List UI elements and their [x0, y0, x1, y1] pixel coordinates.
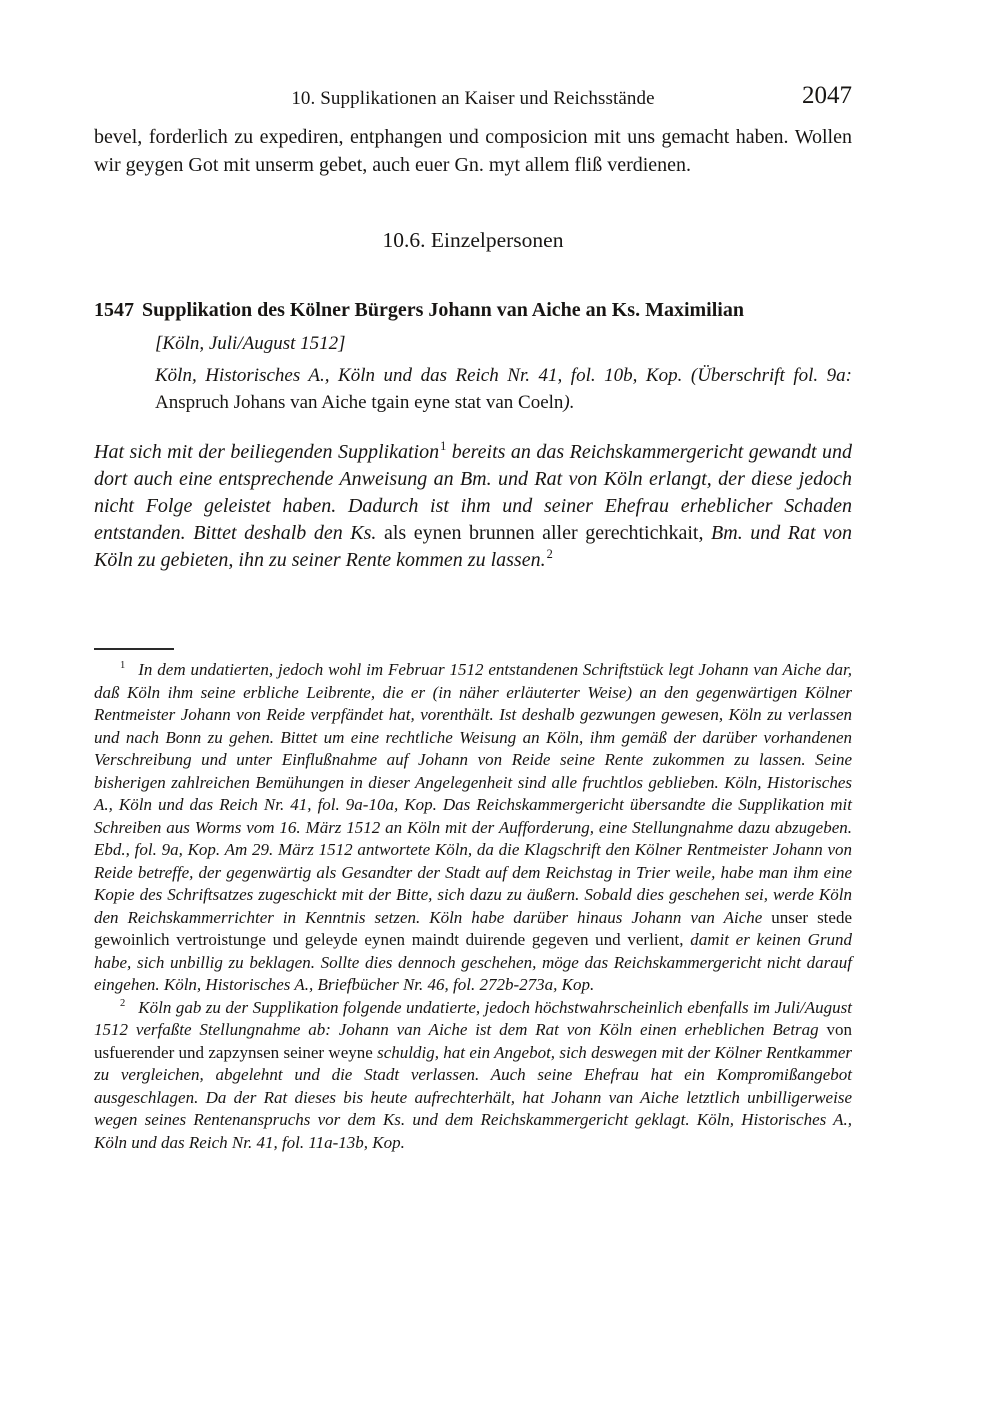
page-number: 2047 — [802, 82, 852, 109]
footnote-separator-rule — [94, 648, 174, 650]
footnote-2: $^2$ Köln gab zu der Supplikation folgende undatierte, jedoch höchstwahrscheinlich ebenfalls im Juli/August 1512 verfaßte Stellungnahme ab: Johann van Aiche ist dem Rat von Köln einen erheblichen Betrag von usfuerender und zapzynsen seiner weyne schuldig, hat ein Angebot, sich deswegen mit der Kölner Rentkammer zu vergleichen, abgelehnt und die Stadt verlassen. Auch seine Ehefrau hat ein Kompromißangebot ausgeschlagen. Da der Rat dieses bis heute aufrechterhält, hat Johann van Aiche letztlich unbilligerweise wegen seines Rentenanspruchs vor dem Ks. und dem Reichskammergericht geklagt. Köln, Historisches A., Köln und das Reich Nr. 41, fol. 11a-13b, Kop. — [94, 997, 852, 1152]
entry-heading — [94, 297, 852, 323]
running-header-title: 10. Supplikationen an Kaiser und Reichsstände — [291, 88, 655, 109]
entry-title: Supplikation des Kölner Bürgers Johann van Aiche an Ks. Maximilian — [142, 299, 744, 321]
footnote-1: $^1$ In dem undatierten, jedoch wohl im Februar 1512 entstandenen Schriftstück legt Johann van Aiche dar, daß Köln ihm seine erbliche Leibrente, die er (in näher erläuterter Weise) an den gegenwärtigen Kölner Rentmeister Johann von Reide verpfändet hat, vorenthält. Ist deshalb gezwungen gewesen, Köln zu verlassen und nach Bonn zu gehen. Bittet um eine rechtliche Weisung an Köln, ihm gemäß der darüber vorhandenen Verschreibung und unter Einflußnahme auf Johann von Reide seine Rente zukommen zu lassen. Seine bisherigen zahlreichen Bemühungen in dieser Angelegenheit sind alle fruchtlos geblieben. Köln, Historisches A., Köln und das Reich Nr. 41, fol. 9a-10a, Kop. Das Reichskammergericht übersandte die Supplikation mit Schreiben aus Worms vom 16. März 1512 an Köln mit der Aufforderung, eine Stellungnahme dazu abzugeben. Ebd., fol. 9a, Kop. Am 29. März 1512 antwortete Köln, da die Klagschrift den Kölner Rentmeister Johann von Reide betreffe, der gegenwärtig als Gesandter der Stadt auf dem Reichstag in Trier weile, habe man ihm eine Kopie des Schriftsatzes zugeschickt mit der Bitte, sich dazu zu äußern. Sobald dies geschehen sei, werde Köln den Reichskammerrichter in Kenntnis setzen. Köln habe darüber hinaus Johann van Aiche unser stede gewoinlich vertroistunge und geleyde eynen maindt duirende gegeven und verlient, damit er keinen Grund habe, sich unbillig zu beklagen. Sollte dies dennoch geschehen, möge das Reichskammergericht nicht darauf eingehen. Köln, Historisches A., Briefbücher Nr. 46, fol. 272b-273a, Kop. — [94, 660, 853, 994]
footnotes-section — [94, 648, 852, 1154]
entry-number: 1547 — [94, 299, 134, 321]
entry-date-place: [Köln, Juli/August 1512] — [155, 333, 346, 354]
entry-summary: Hat sich mit der beiliegenden Supplikation$^1$ bereits an das Reichskammergericht gewandt und dort auch eine entsprechende Anweisung an Bm. und Rat von Köln erlangt, der diese jedoch nicht Folge geleistet haben. Dadurch ist ihm und seiner Ehefrau erheblicher Schaden entstanden. Bittet deshalb den Ks. als eynen brunnen aller gerechtichkait, Bm. und Rat von Köln zu gebieten, ihn zu seiner Rente kommen zu lassen.$^2$ — [94, 439, 853, 571]
running-header — [94, 82, 852, 112]
continuation-paragraph: bevel, forderlich zu expediren, entphangen und composicion mit uns gemacht haben. Wollen wir geygen Got mit unserm gebet, auch euer Gn. myt allem fliß verdienen. — [94, 126, 852, 176]
entry-1547 — [94, 297, 852, 574]
section-heading: 10.6. Einzelpersonen — [382, 228, 564, 252]
entry-source-reference: Köln, Historisches A., Köln und das Reich Nr. 41, fol. 10b, Kop. (Überschrift fol. 9a: Anspruch Johans van Aiche tgain eyne stat van Coeln). — [155, 365, 852, 413]
